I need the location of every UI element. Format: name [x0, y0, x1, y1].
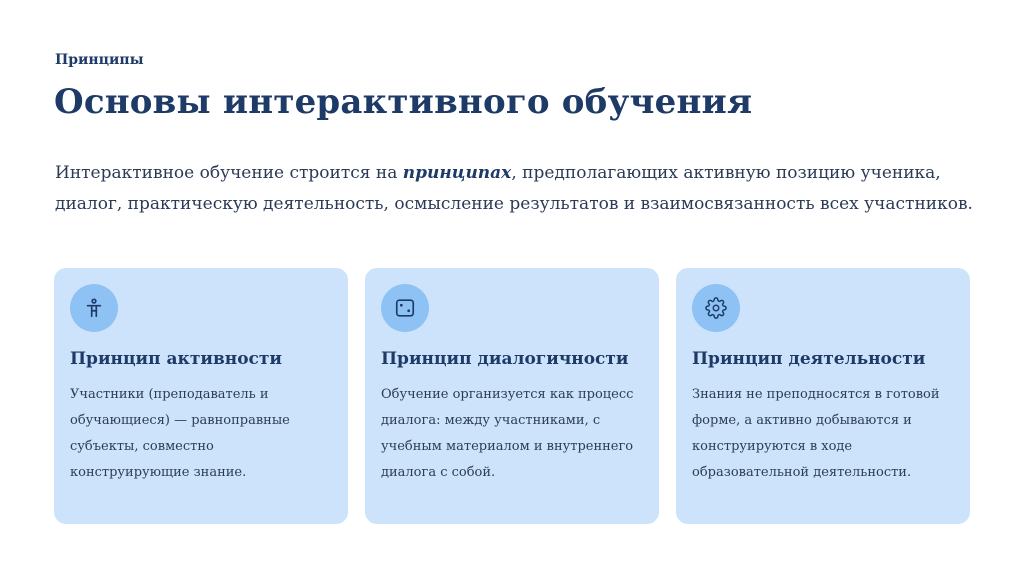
- card-icon-badge: [381, 284, 429, 332]
- dialog-frame-icon: [394, 297, 416, 319]
- card-title: Принцип деятельности: [692, 349, 926, 369]
- intro-paragraph: [55, 158, 985, 220]
- intro-text-start: Интерактивное обучение строится на: [55, 163, 403, 183]
- intro-emphasis: принципах: [402, 163, 512, 183]
- person-icon: [83, 297, 105, 319]
- gear-icon: [705, 297, 727, 319]
- principles-cards: [54, 268, 970, 524]
- card-text: Знания не преподносятся в готовой форме, а активно добываются и конструируются в ходе образовательной деятельности.: [692, 387, 940, 480]
- card-icon-badge: [70, 284, 118, 332]
- card-dialogue: [365, 268, 659, 524]
- card-text: Участники (преподаватель и обучающиеся) — равноправные субъекты, совместно конструирующие знание.: [70, 387, 290, 480]
- section-label: Принципы: [55, 52, 144, 68]
- card-text: Обучение организуется как процесс диалога: между участниками, с учебным материалом и внутреннего диалога с собой.: [381, 387, 634, 480]
- card-activity: [54, 268, 348, 524]
- card-title: Принцип диалогичности: [381, 349, 629, 369]
- card-icon-badge: [692, 284, 740, 332]
- page-title: Основы интерактивного обучения: [54, 82, 753, 122]
- card-title: Принцип активности: [70, 349, 283, 369]
- card-practice: [676, 268, 970, 524]
- intro-text-end: , предполагающих активную позицию ученика, диалог, практическую деятельность, осмысление результатов и взаимосвязанность всех участников.: [55, 163, 973, 214]
